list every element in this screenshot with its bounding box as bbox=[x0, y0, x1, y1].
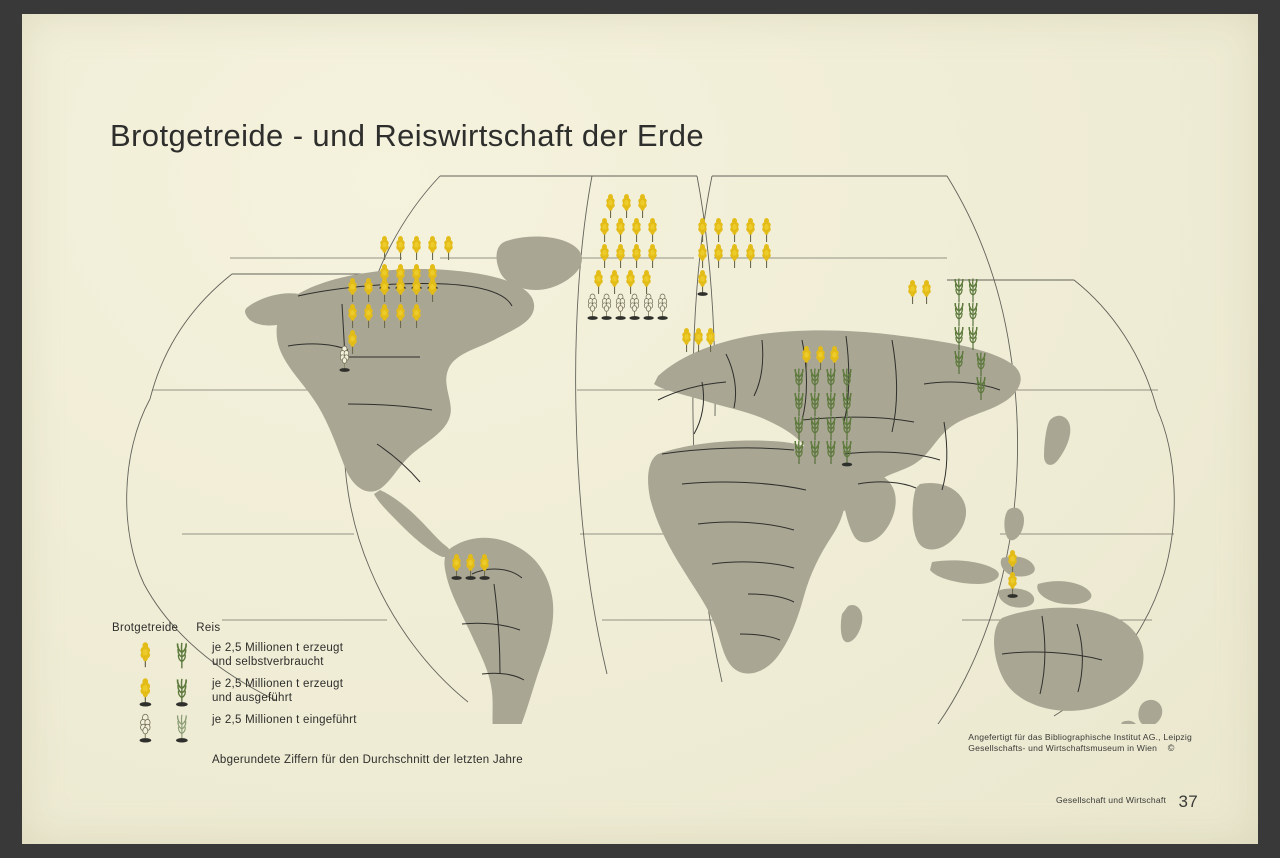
rice-plant-outline-on-bar-icon bbox=[170, 712, 196, 746]
rice-plant-on-bar-icon bbox=[170, 676, 196, 710]
legend-text-imported: je 2,5 Millionen t eingeführt bbox=[212, 714, 357, 726]
legend bbox=[112, 622, 632, 766]
page-footer bbox=[1056, 792, 1198, 812]
symbol-group-china-grain bbox=[908, 280, 930, 304]
legend-headers bbox=[112, 622, 632, 634]
wheat-ear-outline-on-bar-icon bbox=[134, 712, 160, 746]
legend-line-1: je 2,5 Millionen t erzeugt bbox=[212, 678, 344, 690]
credits-line-1: Angefertigt für das Bibliographische Institut AG., Leipzig bbox=[968, 732, 1192, 742]
legend-row-produced-export bbox=[112, 676, 632, 712]
legend-row-imported bbox=[112, 712, 632, 748]
legend-header-grain: Brotgetreide bbox=[112, 622, 179, 634]
legend-header-rice: Reis bbox=[196, 622, 221, 634]
footer-label: Gesellschaft und Wirtschaft bbox=[1056, 795, 1167, 805]
symbol-group-europe bbox=[587, 194, 667, 320]
legend-line-1: je 2,5 Millionen t erzeugt bbox=[212, 642, 344, 654]
legend-note: Abgerundete Ziffern für den Durchschnitt der letzten Jahre bbox=[212, 754, 523, 766]
rice-plant-icon bbox=[170, 640, 196, 674]
legend-row-produced-self bbox=[112, 640, 632, 676]
legend-text-produced-export bbox=[212, 677, 343, 705]
credits bbox=[968, 732, 1192, 754]
legend-line-2: und selbstverbraucht bbox=[212, 656, 324, 668]
page-number: 37 bbox=[1178, 792, 1198, 811]
copyright-icon: © bbox=[1167, 743, 1175, 753]
legend-text-produced-self bbox=[212, 641, 343, 669]
wheat-ear-on-bar-icon bbox=[134, 676, 160, 710]
wheat-ear-icon bbox=[134, 640, 160, 674]
legend-line-2: und ausgeführt bbox=[212, 692, 293, 704]
credits-line-2: Gesellschafts- und Wirtschaftsmuseum in Wien bbox=[968, 743, 1158, 753]
page-title: Brotgetreide - und Reiswirtschaft der Erde bbox=[110, 118, 705, 153]
map-plate bbox=[22, 14, 1258, 844]
